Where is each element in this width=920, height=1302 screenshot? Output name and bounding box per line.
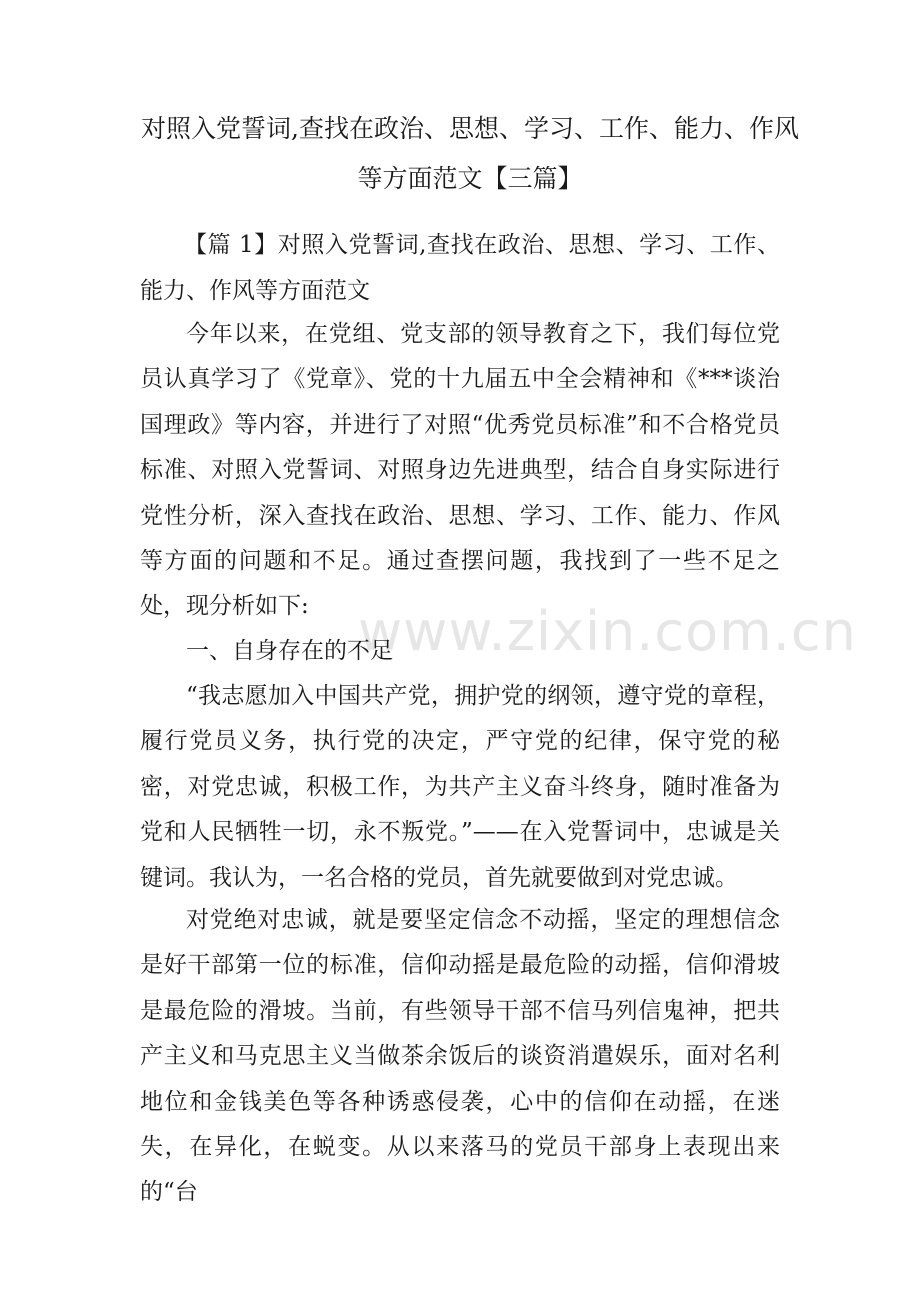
article-subheading: 【篇 1】对照入党誓词,查找在政治、思想、学习、工作、能力、作风等方面范文: [140, 232, 780, 304]
paragraph-oath: “我志愿加入中国共产党，拥护党的纲领，遵守党的章程，履行党员义务，执行党的决定，严守党的纪律，保守党的秘密，对党忠诚，积极工作，为共产主义奋斗终身，随时准备为党和人民牺牲一切，永不叛党。”——在入党誓词中，忠诚是关键词。我认为，一名合格的党员，首先就要做到对党忠诚。: [140, 683, 780, 891]
paragraph-loyalty: 对党绝对忠诚，就是要坚定信念不动摇，坚定的理想信念是好干部第一位的标准，信仰动摇是最危险的动摇，信仰滑坡是最危险的滑坡。当前，有些领导干部不信马列信鬼神，把共产主义和马克思主义当做茶余饭后的谈资消遣娱乐，面对名利地位和金钱美色等各种诱惑侵袭，心中的信仰在动摇，在迷失，在异化，在蜕变。从以来落马的党员干部身上表现出来的“台: [140, 907, 780, 1206]
section-heading: 一、自身存在的不足: [186, 638, 393, 664]
document-title: 对照入党誓词,查找在政治、思想、学习、工作、能力、作风等方面范文【三篇】: [141, 114, 799, 193]
paragraph-intro: 今年以来，在党组、党支部的领导教育之下，我们每位党员认真学习了《党章》、党的十九届五中全会精神和《***谈治国理政》等内容，并进行了对照“优秀党员标准”和不合格党员标准、对照入党誓词、对照身边先进典型，结合自身实际进行党性分析，深入查找在政治、思想、学习、工作、能力、作风等方面的问题和不足。通过查摆问题，我找到了一些不足之处，现分析如下:: [140, 321, 780, 620]
watermark: www.zixin.com.cn: [358, 600, 857, 663]
